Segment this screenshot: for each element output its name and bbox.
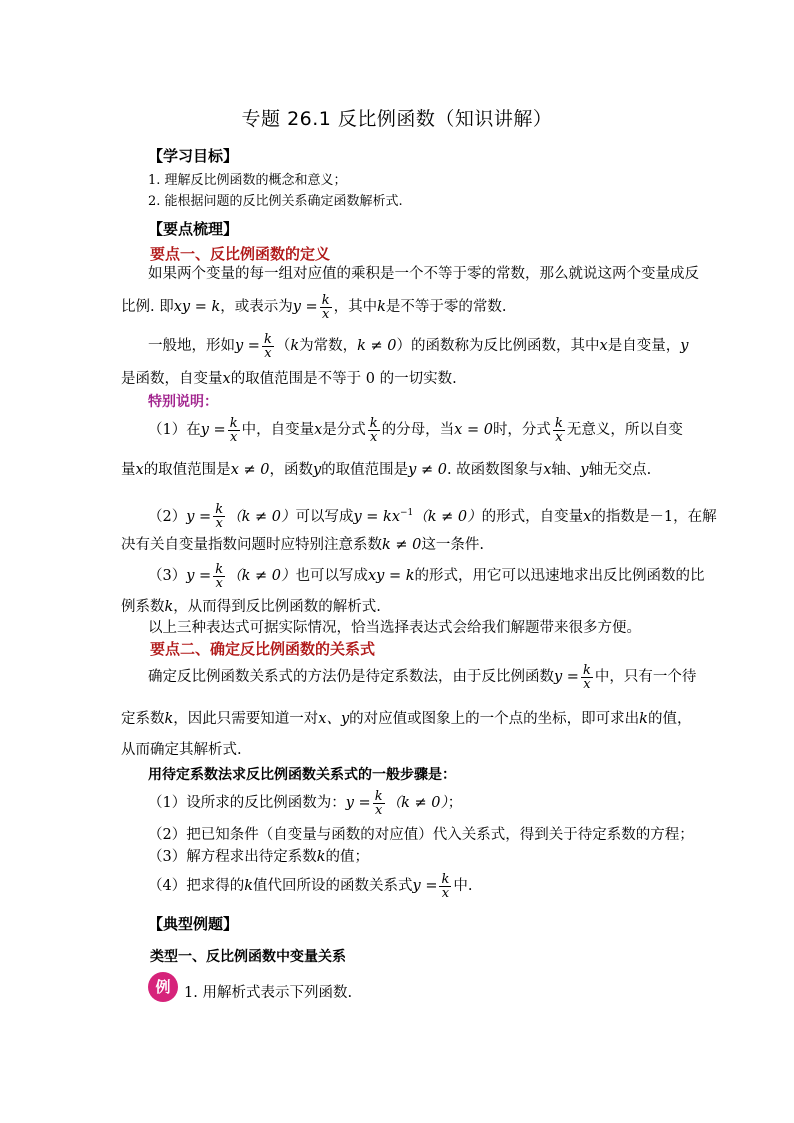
fraction-denominator: x — [553, 430, 565, 444]
fraction-denominator: x — [320, 307, 332, 321]
text-run: 是自变量， — [607, 338, 681, 354]
math-y-eq-kx: y = kx — [353, 508, 400, 525]
math-y-eq: y = — [412, 878, 438, 894]
text-run: 无意义，所以自变 — [566, 422, 683, 438]
fraction-denominator: x — [228, 430, 240, 444]
points-header: 【要点梳理】 — [148, 220, 239, 238]
math-x: x — [222, 371, 231, 387]
paragraph-definition-line1: 如果两个变量的每一组对应值的乘积是一个不等于零的常数，那么就说这两个变量成反 — [148, 266, 699, 282]
goals-header: 【学习目标】 — [148, 147, 239, 165]
math-k-ne-0-paren: （k ≠ 0） — [227, 508, 296, 525]
math-y: y — [312, 462, 322, 478]
text-run: （2） — [148, 508, 187, 525]
text-run: 的值； — [325, 849, 370, 865]
text-run: ）的函数称为反比例函数，其中 — [396, 338, 600, 354]
text-run: 比例. 即 — [121, 299, 174, 315]
math-k: k — [639, 711, 648, 727]
math-k: k — [316, 849, 326, 865]
text-run: 中，自变量 — [241, 422, 315, 438]
fraction-k-over-x — [581, 664, 593, 691]
fraction-denominator: x — [439, 886, 451, 900]
text-run: 决有关自变量指数问题时应特别注意系数 — [121, 537, 382, 553]
note3-line2 — [121, 598, 381, 616]
note2-line2 — [121, 536, 484, 554]
math-x: x — [543, 462, 552, 478]
fraction-k-over-x — [213, 563, 225, 590]
note1-line1 — [148, 410, 683, 450]
text-run: 为常数， — [299, 338, 358, 354]
fraction-k-over-x — [553, 417, 565, 444]
text-run: 一般地，形如 — [148, 338, 235, 354]
text-run: （1）在 — [148, 422, 201, 438]
example-badge: 例 — [148, 972, 178, 1002]
fraction-numerator: k — [441, 871, 450, 887]
paragraph-general-line1 — [148, 326, 688, 366]
math-y-eq: y = — [186, 508, 212, 525]
fraction-k-over-x — [262, 333, 274, 360]
fraction-denominator: x — [262, 346, 274, 360]
special-note-label: 特别说明： — [148, 394, 218, 410]
math-k-ne-0-paren: （k ≠ 0） — [413, 508, 482, 525]
math-x: x — [314, 422, 323, 438]
math-x-ne-0: x ≠ 0 — [230, 462, 270, 478]
step-1: （1）设所求的反比例函数为：y = $\frac{k}{x}$ （k ≠ 0）； — [148, 788, 463, 818]
text-run: （3）解方程求出待定系数 — [148, 849, 317, 865]
note1-line2 — [121, 461, 651, 479]
text-run: 这一条件. — [421, 537, 484, 553]
fraction-denominator: x — [368, 430, 380, 444]
text-run: （1）设所求的反比例函数为： — [148, 795, 346, 811]
math-x: x — [583, 508, 592, 525]
math-y-eq: y = — [186, 568, 212, 584]
text-run: （3） — [148, 568, 187, 584]
math-k: k — [244, 878, 254, 894]
math-y-eq: y = — [554, 669, 579, 685]
text-run: 的取值范围是不等于 0 的一切实数. — [230, 371, 457, 387]
point2-title: 要点二、确定反比例函数的关系式 — [150, 640, 376, 658]
paragraph-general-line2 — [121, 370, 457, 388]
text-run: 中. — [453, 878, 473, 894]
math-y-eq: y = — [292, 299, 318, 315]
fraction-denominator: x — [373, 803, 385, 817]
math-k: k — [164, 599, 174, 615]
math-k-ne-0-paren: （k ≠ 0） — [386, 795, 448, 811]
text-run: 中，只有一个待 — [594, 669, 697, 685]
math-k-ne-0: k ≠ 0 — [357, 338, 397, 354]
fraction-denominator: x — [213, 576, 225, 590]
text-run: 也可以写成 — [295, 568, 368, 584]
math-k: k — [290, 338, 300, 354]
fraction-denominator: x — [213, 516, 225, 530]
math-x-y: x、y — [318, 711, 350, 727]
text-run: . 故函数图象与 — [446, 462, 544, 478]
text-run: 值代回所设的函数关系式 — [253, 878, 413, 894]
fraction-k-over-x — [213, 503, 225, 530]
fraction-numerator: k — [263, 331, 272, 347]
text-run: 轴、 — [551, 462, 581, 478]
math-y-eq: y = — [235, 338, 260, 354]
goal-item-1: 1. 理解反比例函数的概念和意义； — [148, 173, 347, 188]
math-y: y — [580, 462, 589, 478]
paragraph-summary: 以上三种表达式可据实际情况，恰当选择表达式会给我们解题带来很多方便。 — [148, 620, 641, 636]
fraction-numerator: k — [215, 561, 224, 577]
fraction-k-over-x — [373, 790, 385, 817]
math-y-ne-0: y ≠ 0 — [408, 462, 447, 478]
text-run: （ — [275, 338, 291, 354]
step-3 — [148, 848, 369, 866]
steps-header: 用待定系数法求反比例函数关系式的一般步骤是： — [148, 767, 456, 783]
math-k-ne-0: k ≠ 0 — [382, 537, 422, 553]
math-xy-eq-k: xy = k — [367, 568, 415, 584]
text-run: 可以写成 — [295, 508, 354, 525]
text-run: ，或表示为 — [220, 299, 293, 315]
math-y-eq: y = — [200, 422, 226, 438]
math-xy-eq-k: xy = k — [173, 299, 221, 315]
point1-title: 要点一、反比例函数的定义 — [150, 245, 331, 263]
paragraph-definition-line2 — [121, 287, 507, 327]
type1-title: 类型一、反比例函数中变量关系 — [150, 949, 346, 965]
text-run: 是函数，自变量 — [121, 371, 223, 387]
fraction-k-over-x — [228, 417, 240, 444]
goal-item-2: 2. 能根据问题的反比例关系确定函数解析式. — [148, 194, 403, 209]
note3-line1 — [148, 556, 705, 596]
text-run: 量 — [121, 462, 136, 478]
math-k: k — [377, 299, 386, 315]
examples-header: 【典型例题】 — [148, 915, 239, 933]
fraction-denominator: x — [581, 677, 593, 691]
text-run: ，其中 — [333, 299, 378, 315]
math-exponent: −1 — [400, 508, 414, 518]
step-4 — [148, 866, 472, 906]
text-run: ，从而得到反比例函数的解析式. — [173, 599, 381, 615]
text-run: 的形式，自变量 — [481, 508, 584, 525]
text-run: 时，分式 — [492, 422, 551, 438]
math-k: k — [164, 711, 174, 727]
math-x: x — [135, 462, 144, 478]
text-run: 定系数 — [121, 711, 165, 727]
fraction-numerator: k — [321, 292, 330, 308]
math-x-eq-0: x = 0 — [454, 422, 493, 438]
text-run: 的分母，当 — [381, 422, 455, 438]
fraction-k-over-x — [368, 417, 380, 444]
math-y-eq: y = — [345, 795, 371, 811]
fraction-numerator: k — [229, 415, 238, 431]
fraction-numerator: k — [374, 788, 383, 804]
text-run: 是不等于零的常数. — [385, 299, 507, 315]
paragraph-method-line2 — [121, 710, 691, 728]
text-run: 的形式，用它可以迅速地求出反比例函数的比 — [414, 568, 705, 584]
text-run: 的指数是－1，在解 — [591, 508, 717, 525]
text-run: 确定反比例函数关系式的方法仍是待定系数法，由于反比例函数 — [148, 669, 554, 685]
fraction-numerator: k — [582, 662, 591, 678]
fraction-numerator: k — [215, 502, 224, 518]
math-y: y — [680, 338, 689, 354]
text-run: 例系数 — [121, 599, 165, 615]
fraction-numerator: k — [554, 415, 563, 431]
paragraph-method-line1 — [148, 657, 696, 697]
note2-line1 — [148, 493, 717, 533]
page-title: 专题 26.1 反比例函数（知识讲解） — [241, 108, 553, 130]
text-run: 的取值范围是 — [143, 462, 231, 478]
step-2: （2）把已知条件（自变量与函数的对应值）代入关系式，得到关于待定系数的方程； — [148, 827, 694, 843]
text-run: 轴无交点. — [588, 462, 652, 478]
text-run: ，函数 — [269, 462, 313, 478]
math-x: x — [599, 338, 608, 354]
fraction-numerator: k — [369, 415, 378, 431]
paragraph-method-line3: 从而确定其解析式. — [121, 742, 242, 758]
text-run: 的取值范围是 — [321, 462, 409, 478]
text-run: ，因此只需要知道一对 — [173, 711, 319, 727]
text-run: 是分式 — [322, 422, 366, 438]
text-run: 的值， — [647, 711, 692, 727]
example-1: 1. 用解析式表示下列函数. — [184, 985, 353, 1001]
text-run: 的对应值或图象上的一个点的坐标，即可求出 — [349, 711, 640, 727]
text-run: （4）把求得的 — [148, 878, 245, 894]
fraction-k-over-x — [320, 294, 332, 321]
math-k-ne-0-paren: （k ≠ 0） — [227, 568, 296, 584]
fraction-k-over-x — [439, 873, 451, 900]
